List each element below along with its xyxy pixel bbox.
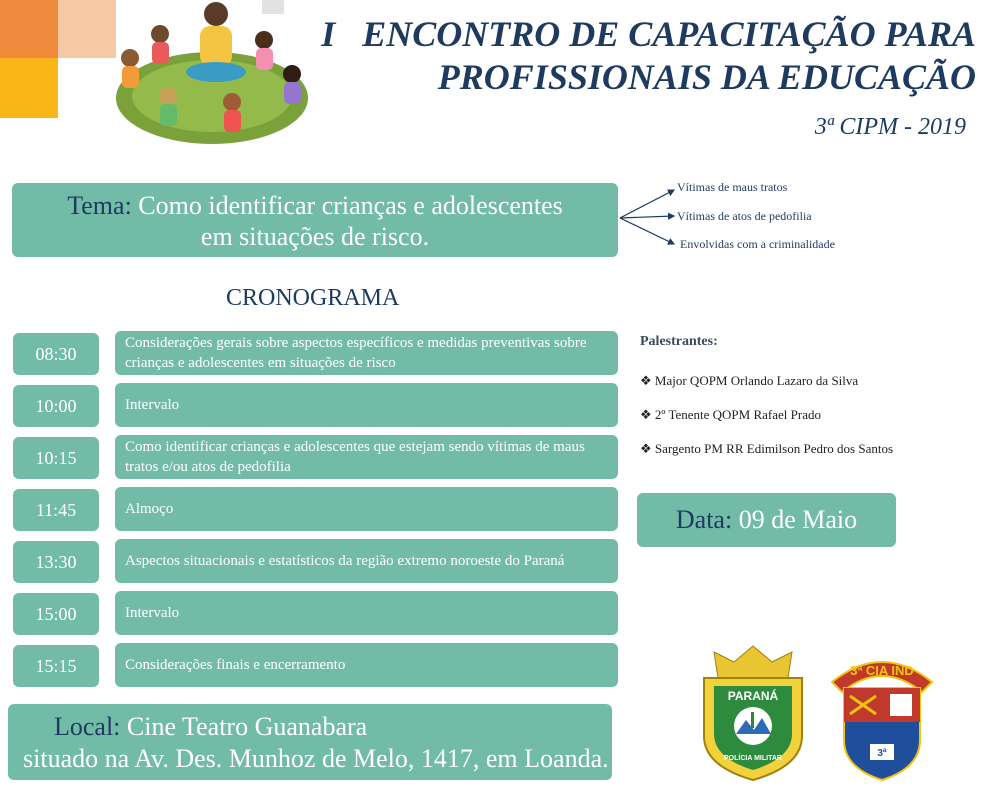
branch-item: Vítimas de maus tratos	[677, 180, 788, 194]
policia-militar-parana-logo	[694, 644, 812, 784]
speaker-name: 2º Tenente QOPM Rafael Prado	[654, 407, 821, 422]
tema-branch-arrows	[616, 180, 680, 256]
schedule-time: 10:15	[13, 437, 99, 479]
schedule-time: 08:30	[13, 333, 99, 375]
local-value: Cine Teatro Guanabara	[126, 712, 368, 741]
tema-label: Tema:	[67, 191, 132, 220]
local-address: situado na Av. Des. Munhoz de Melo, 1417, em Loanda.	[23, 744, 609, 773]
schedule-time: 11:45	[13, 489, 99, 531]
palestrantes-title: Palestrantes:	[640, 334, 718, 349]
corner-orange-square	[0, 0, 58, 58]
date-label: Data:	[675, 505, 733, 534]
speaker-item	[640, 373, 858, 389]
tema-box	[12, 183, 618, 257]
corner-yellow-square	[0, 58, 58, 118]
schedule-description: Considerações gerais sobre aspectos específicos e medidas preventivas sobre crianças e adolescentes em situações de risco	[115, 331, 618, 375]
local-label: Local:	[54, 712, 121, 741]
schedule-time: 10:00	[13, 385, 99, 427]
cronograma-title: CRONOGRAMA	[226, 285, 400, 311]
children-circle-illustration	[112, 0, 317, 148]
schedule-time: 13:30	[13, 541, 99, 583]
schedule-time: 15:00	[13, 593, 99, 635]
cia-ind-text: 3ª CIA IND	[850, 663, 914, 678]
diamond-bullet-icon: ❖	[640, 373, 652, 388]
schedule-description: Almoço	[115, 487, 618, 531]
tema-line1: Como identificar crianças e adolescentes	[138, 191, 563, 220]
schedule-description: Considerações finais e encerramento	[115, 643, 618, 687]
schedule-time: 15:15	[13, 645, 99, 687]
schedule-description: Intervalo	[115, 383, 618, 427]
parana-ring-text: POLÍCIA MILITAR	[724, 755, 782, 762]
date-box	[637, 493, 896, 547]
event-title-line1: I ENCONTRO DE CAPACITAÇÃO PARA	[321, 14, 976, 54]
speaker-item	[640, 407, 821, 423]
branch-item: Envolvidas com a criminalidade	[680, 237, 835, 251]
schedule-description: Aspectos situacionais e estatísticos da região extremo noroeste do Paraná	[115, 539, 618, 583]
event-subtitle: 3ª CIPM - 2019	[814, 114, 966, 140]
date-value: 09 de Maio	[738, 505, 858, 534]
speaker-item	[640, 441, 893, 457]
diamond-bullet-icon: ❖	[640, 441, 652, 456]
parana-text: PARANÁ	[727, 689, 779, 703]
event-title-line2: PROFISSIONAIS DA EDUCAÇÃO	[437, 57, 976, 97]
schedule-description: Como identificar crianças e adolescentes que estejam sendo vítimas de maus tratos e/ou atos de pedofilia	[115, 435, 618, 479]
local-box	[8, 704, 612, 780]
speaker-name: Sargento PM RR Edimilson Pedro dos Santos	[654, 441, 894, 456]
cia-small-text: 3ª	[877, 748, 887, 759]
diamond-bullet-icon: ❖	[640, 407, 652, 422]
speaker-name: Major QOPM Orlando Lazaro da Silva	[654, 373, 859, 388]
3a-cia-ind-logo	[826, 648, 938, 782]
schedule-description: Intervalo	[115, 591, 618, 635]
tema-line2: em situações de risco.	[200, 222, 430, 251]
branch-item: Vítimas de atos de pedofilia	[677, 209, 812, 223]
corner-peach-square	[58, 0, 116, 58]
